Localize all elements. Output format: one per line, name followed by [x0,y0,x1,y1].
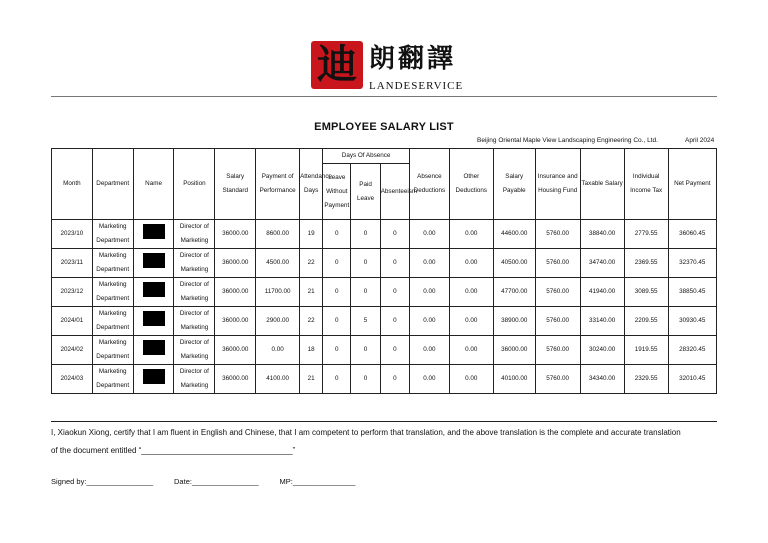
cell-name [133,336,174,365]
redacted-name [143,253,165,268]
cell-other-deductions: 0.00 [449,220,493,249]
cell-paid-leave: 0 [351,220,380,249]
cell-salary-payable: 36000.00 [493,336,535,365]
cell-income-tax: 2779.55 [624,220,668,249]
cell-leave-without-pay: 0 [323,220,351,249]
cell-absenteeism: 0 [380,307,409,336]
cell-other-deductions: 0.00 [449,249,493,278]
redacted-name [143,311,165,326]
cell-performance: 2900.00 [256,307,300,336]
cell-month: 2024/03 [52,365,93,394]
cell-net-payment: 32010.45 [668,365,716,394]
cell-paid-leave: 0 [351,365,380,394]
cell-month: 2024/01 [52,307,93,336]
cell-name [133,220,174,249]
certification-line-1: I, Xiaokun Xiong, certify that I am fluent in English and Chinese, that I am competent to perform that translation, and the above translation is the complete and accurate translation [51,428,681,437]
cell-department: Marketing Department [92,307,133,336]
cell-taxable: 38840.00 [580,220,624,249]
cell-salary-payable: 40100.00 [493,365,535,394]
col-header-income-tax: Individual Income Tax [624,149,668,220]
cell-salary-standard: 36000.00 [215,249,256,278]
redacted-name [143,282,165,297]
cell-taxable: 33140.00 [580,307,624,336]
cell-absence-deductions: 0.00 [410,278,450,307]
cell-month: 2023/12 [52,278,93,307]
cell-absence-deductions: 0.00 [410,307,450,336]
cell-absence-deductions: 0.00 [410,365,450,394]
cell-income-tax: 2369.55 [624,249,668,278]
redacted-name [143,224,165,239]
col-header-leave-without-pay: Leave Without Payment [323,164,351,220]
table-row [52,307,717,336]
cell-other-deductions: 0.00 [449,365,493,394]
cell-taxable: 34340.00 [580,365,624,394]
cell-name [133,365,174,394]
cell-attendance: 21 [300,365,323,394]
cell-income-tax: 1919.55 [624,336,668,365]
cell-other-deductions: 0.00 [449,336,493,365]
table-row [52,365,717,394]
cell-paid-leave: 0 [351,249,380,278]
cell-leave-without-pay: 0 [323,365,351,394]
cell-absenteeism: 0 [380,278,409,307]
cell-department: Marketing Department [92,365,133,394]
table-row [52,336,717,365]
cell-position: Director of Marketing [174,365,215,394]
cell-performance: 0.00 [256,336,300,365]
cell-absenteeism: 0 [380,220,409,249]
company-name: Beijing Oriental Maple View Landscaping Engineering Co., Ltd. [477,137,658,144]
cell-salary-standard: 36000.00 [215,307,256,336]
cell-performance: 11700.00 [256,278,300,307]
cell-attendance: 21 [300,278,323,307]
col-header-attendance: Attendance Days [300,149,323,220]
cell-leave-without-pay: 0 [323,307,351,336]
salary-table [51,148,717,394]
cell-absence-deductions: 0.00 [410,336,450,365]
cell-insurance: 5760.00 [535,336,580,365]
cell-name [133,278,174,307]
cell-other-deductions: 0.00 [449,278,493,307]
cell-salary-standard: 36000.00 [215,336,256,365]
cell-paid-leave: 5 [351,307,380,336]
cell-department: Marketing Department [92,220,133,249]
col-header-paid-leave: Paid Leave [351,164,380,220]
table-row [52,249,717,278]
cell-absenteeism: 0 [380,336,409,365]
cell-attendance: 22 [300,307,323,336]
cell-month: 2023/11 [52,249,93,278]
cell-income-tax: 3089.55 [624,278,668,307]
col-header-performance: Payment of Performance [256,149,300,220]
cell-insurance: 5760.00 [535,220,580,249]
col-header-salary-standard: Salary Standard [215,149,256,220]
header-row [52,149,717,164]
logo-text [369,45,463,92]
cell-insurance: 5760.00 [535,307,580,336]
cell-position: Director of Marketing [174,278,215,307]
cell-salary-payable: 40500.00 [493,249,535,278]
cell-leave-without-pay: 0 [323,278,351,307]
footer-divider [51,421,717,422]
col-header-position: Position [174,149,215,220]
document-title: EMPLOYEE SALARY LIST [314,121,454,133]
logo-chinese-name: 朗翻譯 [369,44,457,74]
cell-paid-leave: 0 [351,336,380,365]
cell-taxable: 34740.00 [580,249,624,278]
cell-attendance: 18 [300,336,323,365]
cell-insurance: 5760.00 [535,278,580,307]
cell-salary-payable: 44600.00 [493,220,535,249]
cell-salary-standard: 36000.00 [215,278,256,307]
col-header-insurance: Insurance and Housing Fund [535,149,580,220]
cell-salary-payable: 47700.00 [493,278,535,307]
document-date: April 2024 [685,137,715,144]
col-header-salary-payable: Salary Payable [493,149,535,220]
col-header-absence-deductions: Absence Deductions [410,149,450,220]
logo-english-name: LANDESERVICE [369,80,464,92]
cell-net-payment: 38850.45 [668,278,716,307]
cell-absence-deductions: 0.00 [410,249,450,278]
col-header-net-payment: Net Payment [668,149,716,220]
col-header-department: Department [92,149,133,220]
cell-net-payment: 36060.45 [668,220,716,249]
cell-net-payment: 30930.45 [668,307,716,336]
cell-absenteeism: 0 [380,365,409,394]
cell-name [133,249,174,278]
table-row [52,220,717,249]
col-header-days-of-absence: Days Of Absence [323,149,410,164]
cell-absence-deductions: 0.00 [410,220,450,249]
cell-insurance: 5760.00 [535,365,580,394]
logo-seal: 迪 [311,41,363,89]
col-header-other-deductions: Other Deductions [449,149,493,220]
cell-net-payment: 32370.45 [668,249,716,278]
cell-paid-leave: 0 [351,278,380,307]
redacted-name [143,369,165,384]
col-header-taxable-salary: Taxable Salary [580,149,624,220]
header-divider [51,96,717,97]
certification-line-2: of the document entitled “__________________________________” [51,446,296,455]
cell-other-deductions: 0.00 [449,307,493,336]
cell-department: Marketing Department [92,249,133,278]
col-header-name: Name [133,149,174,220]
company-logo [311,41,463,92]
cell-position: Director of Marketing [174,307,215,336]
cell-performance: 4100.00 [256,365,300,394]
cell-income-tax: 2329.55 [624,365,668,394]
col-header-absenteeism: Absenteeism [380,164,409,220]
cell-attendance: 19 [300,220,323,249]
cell-performance: 4500.00 [256,249,300,278]
cell-department: Marketing Department [92,336,133,365]
cell-absenteeism: 0 [380,249,409,278]
cell-performance: 8600.00 [256,220,300,249]
redacted-name [143,340,165,355]
cell-taxable: 30240.00 [580,336,624,365]
cell-salary-standard: 36000.00 [215,220,256,249]
cell-name [133,307,174,336]
cell-attendance: 22 [300,249,323,278]
cell-position: Director of Marketing [174,336,215,365]
cell-leave-without-pay: 0 [323,336,351,365]
cell-insurance: 5760.00 [535,249,580,278]
table-row [52,278,717,307]
cell-leave-without-pay: 0 [323,249,351,278]
cell-month: 2023/10 [52,220,93,249]
cell-department: Marketing Department [92,278,133,307]
cell-salary-standard: 36000.00 [215,365,256,394]
cell-taxable: 41940.00 [580,278,624,307]
cell-position: Director of Marketing [174,249,215,278]
translator-certification [51,424,721,460]
cell-month: 2024/02 [52,336,93,365]
signature-line: Signed by:________________ Date:________________ MP:_______________ [51,477,356,486]
cell-net-payment: 28320.45 [668,336,716,365]
cell-position: Director of Marketing [174,220,215,249]
cell-salary-payable: 38900.00 [493,307,535,336]
col-header-month: Month [52,149,93,220]
cell-income-tax: 2209.55 [624,307,668,336]
